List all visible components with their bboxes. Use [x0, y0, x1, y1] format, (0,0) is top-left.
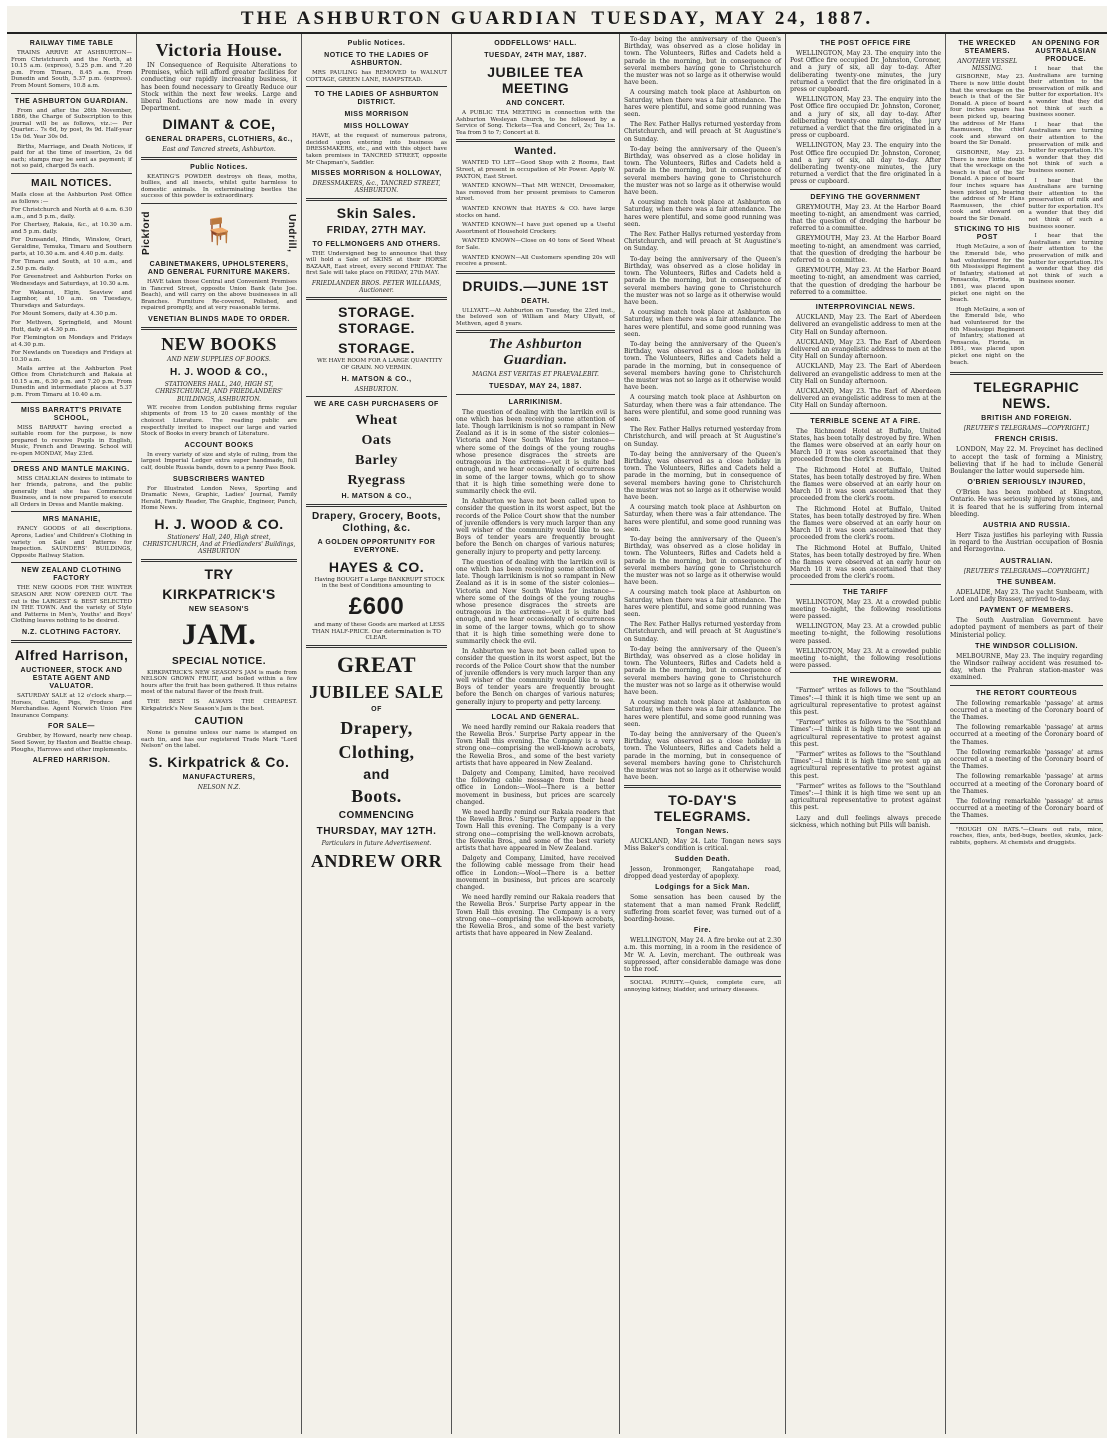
divider: [456, 394, 615, 395]
nzcf-heading: NEW ZEALAND CLOTHING FACTORY: [21, 567, 122, 583]
reuter-label-2: [REUTER'S TELEGRAMS—COPYRIGHT.]: [963, 567, 1090, 575]
larrikin-text-2: In Ashburton we have not been called upon to consider the question in its worst aspect, but the records of the Police Court show that the number of juvenile offenders is very much larger than any well wisher of the community would like to see. Boys of tender years are frequently brought before the Bench on charges of various natures; generally injury to property and petty larceny.: [456, 498, 615, 556]
news-text-14: To-day being the anniversary of the Queen's Birthday, was observed as a close holiday in town. The Volunteers, Rifles and Cadets held a parade in the morning, but in consequence of several members having gone to Christchurch the muster was not so large as it otherwise would have been.: [624, 536, 781, 587]
hayes-heading: HAYES & CO.: [328, 558, 425, 575]
ryegrass-label: Ryegrass: [347, 472, 406, 488]
defying-heading: DEFYING THE GOVERNMENT: [810, 193, 921, 201]
advert-text: SOCIAL PURITY.—Quick, complete cure, all annoying kidney, bladder, and urinary diseases.: [624, 980, 781, 993]
clothing-label: Clothing,: [338, 741, 415, 762]
obrien-text: O'Brien has been mobbed at Kingston, Ontario. He was seriously injured by stones, and it is feared that he is suffering from internal bleeding.: [950, 489, 1103, 518]
news-text-3: The Rev. Father Hallys returned yesterday from Christchurch, and will preach at St Augustine's on Sunday.: [624, 121, 781, 143]
terrible-text-2: The Richmond Hotel at Buffalo, United States, has been totally destroyed by fire. When the flames were observed at an early hour on March 10 it was soon ascertained that they proceeded from the clerk's room.: [790, 466, 941, 503]
news-text-2: A coursing match took place at Ashburton on Saturday, when there was a fair attendance. The hares were plentiful, and some good running was seen.: [624, 89, 781, 119]
sticking-text-2: Hugh McGuire, a son of the Emerald Isle, who had volunteered for the 6th Mississippi Regiment of Infantry, stationed at Pensacola, Florida, in 1861, was placed upon picket one night on the beach.: [950, 306, 1025, 366]
wireworm-text-3: "Farmer" writes as follows to the "Southland Times":—I think it is high time we sent up an agricultural representative to protest against this pest.: [790, 751, 941, 780]
interprov-text-4: AUCKLAND, May 23. The Earl of Aberdeen delivered an evangelistic address to men at the City Hall on Sunday afternoon.: [790, 387, 941, 410]
opening-text-3: I hear that the Australians are turning their attention to the preservation of milk and butter for exportation. It's a wonder that they did not think of such a business sooner.: [1028, 177, 1103, 230]
newbooks-sub: AND NEW SUPPLIES OF BOOKS.: [167, 355, 271, 363]
news-text-5: A coursing match took place at Ashburton on Saturday, when there was a fair attendance. The hares were plentiful, and some good running was seen.: [624, 199, 781, 228]
news-text-15: A coursing match took place at Ashburton on Saturday, when there was a fair attendance. The hares were plentiful, and some good running was seen.: [624, 589, 781, 619]
hayes-text-2: and many of these Goods are marked at LESS THAN HALF-PRICE. Our determination is TO CLEAR.: [312, 621, 445, 642]
tariff-heading: THE TARIFF: [842, 588, 889, 596]
account-heading: ACCOUNT BOOKS: [184, 441, 254, 449]
ladies-district: TO THE LADIES OF ASHBURTON DISTRICT.: [314, 91, 439, 107]
newbooks-heading: NEW BOOKS: [161, 333, 277, 354]
austria-heading: AUSTRIA AND RUSSIA.: [982, 521, 1071, 529]
guardian-text: From and after the 26th November, 1886, the Charge of Subscription to this journal will be as follows, viz.:— Per Quarter... 7s 6d, by post, 9s 9d. Half-year 15s 0d. Year 30s 0d.: [11, 107, 132, 140]
divider: [456, 709, 615, 710]
opening-column: [1029, 36, 1104, 369]
notices-text: Births, Marriage, and Death Notices, if paid for at the time of insertion, 2s 6d each; stamps may be sent as payment; if not so paid, charged 5s each.: [11, 143, 132, 170]
wheat-label: Wheat: [355, 412, 398, 428]
divider: [456, 271, 615, 274]
dimant-sub: GENERAL DRAPERS, CLOTHIERS, &c.,: [145, 136, 293, 144]
telegraphic-heading: TELEGRAPHIC NEWS.: [973, 379, 1080, 412]
misses-label: MISSES MORRISON & HOLLOWAY,: [311, 170, 442, 178]
mail-heading: MAIL NOTICES.: [31, 177, 112, 189]
jubilee-sale-label: JUBILEE SALE: [309, 681, 444, 702]
skirk-heading: S. Kirkpatrick & Co.: [148, 753, 290, 770]
pickford-label: Pickford: [141, 211, 152, 256]
cabinet-text: HAVE taken those Central and Convenient Premises in Tancred Street, opposite Union Bank (late Joe. Beach), and will carry on the above businesses in all Branches. Furniture Re-covered, Polished, and repaired promptly, and at very reasonable terms.: [141, 279, 297, 312]
of-label: OF: [371, 705, 382, 713]
wanted-item: WANTED KNOWN—Close on 40 tons of Seed Wheat for Sale.: [456, 238, 615, 251]
paulin-text: MRS PAULING has REMOVED to WALNUT COTTAGE, GREEN LANE, HAMPSTEAD.: [306, 70, 447, 83]
school-heading: MISS BARRATT'S PRIVATE SCHOOL,: [21, 406, 122, 422]
interprov-text: AUCKLAND, May 23. The Earl of Aberdeen delivered an evangelistic address to men at the City Hall on Sunday afternoon.: [790, 314, 941, 336]
wanted-heading: Wanted.: [514, 146, 557, 158]
concert-label: AND CONCERT.: [506, 100, 565, 107]
guardian-heading: THE ASHBURTON GUARDIAN.: [14, 97, 129, 105]
divider: [306, 198, 447, 201]
subscribers-text: For Illustrated London News, Sporting and Dramatic News, Graphic, Ladies' Journal, Family Herald, Family Reader, The Graphic, Engineer, Punch, Home News.: [141, 485, 297, 512]
golden-label: A GOLDEN OPPORTUNITY FOR EVERYONE.: [317, 538, 436, 554]
terrible-text: The Richmond Hotel at Buffalo, United States, has been totally destroyed by fire. When the flames were observed at an early hour on March 10 it was soon ascertained that they proceeded from the clerk's room.: [790, 427, 941, 464]
notice-ladies: NOTICE TO THE LADIES OF ASHBURTON.: [324, 52, 429, 67]
drapery-heading: Drapery, Grocery, Boots, Clothing, &c.: [312, 510, 441, 534]
drapery-label: Drapery,: [340, 717, 413, 738]
news-text-9: To-day being the anniversary of the Queen's Birthday, was observed as a close holiday in town. The Volunteers, Rifles and Cadets held a parade in the morning, but in consequence of several members having gone to Christchurch the muster was not so large as it otherwise would have been.: [624, 340, 781, 392]
divider: [790, 584, 941, 585]
fire-heading: Fire.: [693, 927, 712, 935]
terrible-text-3: The Richmond Hotel at Buffalo, United States, has been totally destroyed by fire. When the flames were observed at an early hour on March 10 it was soon ascertained that they proceeded from the clerk's room.: [790, 505, 941, 542]
divider: [950, 685, 1103, 686]
nzcf-text: THE NEW GOODS FOR THE WINTER SEASON ARE NOW OPENED OUT. The cut is the LARGEST & BEST SELECTED IN THE TOWN. And the variety of Style and Patterns in Men's, Youths' and Boys' Clothing leaves nothing to be desired.: [11, 585, 132, 625]
retort-text-4: The following remarkable 'passage' at arms occurred at a meeting of the Coronary board of the Thames.: [950, 773, 1103, 795]
tariff-text: WELLINGTON, May 23. At a crowded public meeting to-night, the following resolutions were passed.: [790, 598, 941, 620]
sticking-heading: STICKING TO HIS POST: [954, 226, 1021, 242]
divider: [306, 86, 447, 87]
druids-heading: DRUIDS.—JUNE 1ST: [462, 277, 609, 294]
try-label: TRY: [204, 565, 234, 582]
divider: [624, 976, 781, 977]
divider: [790, 299, 941, 300]
oddfellows-heading: ODDFELLOWS' HALL.: [494, 40, 577, 47]
victoria-heading: Victoria House.: [155, 40, 283, 60]
news-text-12: To-day being the anniversary of the Queen's Birthday, was observed as a close holiday in town. The Volunteers, Rifles and Cadets held a parade in the morning, but in consequence of several members having gone to Christchurch the muster was not so large as it otherwise would have been.: [624, 450, 781, 501]
wrecked-sub: ANOTHER VESSEL MISSING.: [957, 58, 1018, 73]
alfred-text: SATURDAY SALE at 12 o'clock sharp.—Horses, Cattle, Pigs, Produce and Merchandise. Agent Norwich Union Fire Insurance Company.: [11, 693, 132, 719]
divider: [141, 559, 297, 562]
mail-item: For Flemington on Mondays and Fridays at 4.30 p.m.: [11, 335, 132, 348]
commencing-label: COMMENCING: [338, 809, 415, 821]
mail-item: For Newlands on Tuesdays and Fridays at 10.30 a.m.: [11, 350, 132, 363]
obrien-heading: O'BRIEN SERIOUSLY INJURED,: [967, 479, 1086, 487]
best-text: THE BEST IS ALWAYS THE CHEAPEST. Kirkpatrick's New Season's Jam is the best.: [141, 698, 297, 712]
andrew-orr-label: ANDREW ORR: [310, 850, 443, 871]
divider: [790, 413, 941, 414]
sunbeam-text: ADELAIDE, May 23. The yacht Sunbeam, with Lord and Lady Brassey, arrived to-day.: [950, 588, 1103, 603]
local-text-2: Dalgety and Company, Limited, have received the following cable message from their head office in London:—Wool—There is a better movement in business, but prices are scarcely changed.: [456, 770, 615, 806]
guardian-date: TUESDAY, MAY 24, 1887.: [489, 382, 582, 390]
retort-text: The following remarkable 'passage' at arms occurred at a meeting of the Coronary board of the Thames.: [950, 699, 1103, 722]
divider: [306, 645, 447, 648]
manahie-text: FANCY GOODS of all descriptions. Aprons, Ladies' and Children's Clothing in variety on Sale and Patterns for Inspection. SAUNDERS' BUILDINGS, Opposite Railway Station.: [11, 526, 132, 559]
postoffice-heading: THE POST OFFICE FIRE: [820, 40, 911, 47]
barley-label: Barley: [355, 452, 398, 468]
terrible-heading: TERRIBLE SCENE AT A FIRE.: [810, 417, 921, 425]
sunbeam-heading: THE SUNBEAM.: [996, 578, 1057, 586]
oddfellows-date: TUESDAY, 24TH MAY, 1887.: [484, 52, 587, 59]
keating-text: KEATING'S POWDER destroys oh fleas, moths, bullies, and all insects, whilst quite harmless to domestic animals. In exterminating beetles the success of this powder is extraordinary.: [141, 173, 297, 200]
lodgings-heading: Lodgings for a Sick Man.: [655, 884, 750, 892]
dimant-address: East and Tancred streets, Ashburton.: [162, 146, 276, 154]
issue-date: TUESDAY, MAY 24, 1887.: [591, 8, 874, 29]
railway-text: TRAINS ARRIVE AT ASHBURTON—From Christchurch and the North, at 10.15 a.m. (express), 5.25 p.m. and 7.20 p.m. From Timaru, 8.45 a.m. From Dunedin and South, 5.37 p.m. (express). From Mount Somers, 10.8 a.m.: [11, 50, 132, 89]
subscribers-heading: SUBSCRIBERS WANTED: [172, 475, 266, 483]
hayes-text: Having BOUGHT a Large BANKRUPT STOCK in the best of Conditions amounting to: [314, 576, 445, 590]
special-heading: SPECIAL NOTICE.: [172, 655, 266, 667]
fell-heading: TO FELLMONGERS AND OTHERS.: [312, 240, 441, 248]
wanted-item: WANTED KNOWN—I have just opened up a Useful Assortment of Household Crockery.: [456, 222, 615, 235]
column-2: [137, 34, 302, 1434]
mail-item: For Chertsey, Rakaia, &c., at 10.30 a.m. and 5 p.m. daily.: [11, 222, 132, 235]
interprov-text-3: AUCKLAND, May 23. The Earl of Aberdeen delivered an evangelistic address to men at the City Hall on Sunday afternoon.: [790, 363, 941, 385]
larrikin-text: The question of dealing with the larrikin evil is one which has been receiving some attention of late. Though larrikinism is not so rampant in New Zealand as it is in some of the sister colonies—Victoria and New South Wales for instance—where some of the doings of the young roughs whose presence disgraces the streets are outrageous in the extreme—yet it is quite bad enough, and we hear occasionally of occurrences in some of the larger towns, which go to show that it is high time something were done to summarily check the evil.: [456, 408, 615, 495]
forsale-heading: FOR SALE—: [48, 723, 95, 731]
column-1: [7, 34, 137, 1434]
sticking-text: Hugh McGuire, a son of the Emerald Isle, who had volunteered for the 6th Mississippi Regiment of Infantry, stationed at Pensacola, Florida, in 1861, was placed upon picket one night on the beach.: [950, 244, 1025, 304]
news-text-17: To-day being the anniversary of the Queen's Birthday, was observed as a close holiday in town. The Volunteers, Rifles and Cadets held a parade in the morning, but in consequence of several members having gone to Christchurch the muster was not so large as it otherwise would have been.: [624, 645, 781, 697]
divider: [11, 461, 132, 462]
todays-telegrams-heading: TO-DAY'S TELEGRAMS.: [654, 791, 751, 824]
dimant-heading: DIMANT & COE,: [162, 116, 276, 133]
alfred-heading: Alfred Harrison,: [14, 647, 129, 663]
public-notices-heading: Public Notices.: [190, 163, 248, 171]
news-text-4: To-day being the anniversary of the Queen's Birthday, was observed as a close holiday in town. The Volunteers, Rifles and Cadets held a parade in the morning, but in consequence of several members having gone to Christchurch the muster was not so large as it otherwise would have been.: [624, 145, 781, 197]
opening-heading: AN OPENING FOR AUSTRALASIAN PRODUCE.: [1031, 40, 1100, 63]
divider: [950, 372, 1103, 375]
amount-label: £600: [348, 592, 405, 620]
divider: [306, 504, 447, 507]
forsale-text: Grubber, by Howard, nearly new cheap. Seed Sower, by Haxton and Beattie cheap. Ploughs, Harrows and other implements.: [11, 733, 132, 753]
hmatson-label-2: H. MATSON & CO.,: [341, 492, 412, 500]
death-text: ULLYATT.—At Ashburton on Tuesday, the 23rd inst., the beloved son of William and Mary Ullyatt, of Methven, aged 8 years.: [456, 307, 615, 327]
divider: [11, 93, 132, 94]
cabinet-heading: CABINETMAKERS, UPHOLSTERERS, AND GENERAL FURNITURE MAKERS.: [147, 261, 291, 277]
news-text-13: A coursing match took place at Ashburton on Saturday, when there was a fair attendance. The hares were plentiful, and some good running was seen.: [624, 504, 781, 533]
mail-item: For Greenstreet and Ashburton Forks on Wednesdays and Saturdays, at 10.30 a.m.: [11, 274, 132, 288]
post-text-2: WELLINGTON, May 23. The enquiry into the Post Office fire occupied Dr. Johnston, Coroner, and a jury of six, all day to-day. After deliberating twenty-one minutes, the jury returned a verdict that the fire originated in a press or cupboard.: [790, 96, 941, 140]
hjwood-heading: H. J. WOOD & CO.,: [170, 367, 268, 379]
column-5: [620, 34, 786, 1434]
defying-text: GREYMOUTH, May 23. At the Harbor Board meeting to-night, an amendment was carried, that the question of dredging the harbour be referred to a committee.: [790, 203, 941, 233]
retort-text-5: The following remarkable 'passage' at arms occurred at a meeting of the Coronary board of the Thames.: [950, 798, 1103, 820]
australian-heading: AUSTRALIAN.: [1000, 557, 1053, 565]
wanted-item: WANTED KNOWN—All Customers spending 20s will receive a present.: [456, 254, 615, 268]
reuter-label: [REUTER'S TELEGRAMS—COPYRIGHT.]: [963, 425, 1090, 433]
mh-text: HAVE, at the request of numerous patrons, decided upon entering into business as DRESSMAKERS, etc., and with this object have taken premises in TANCRED STREET, opposite Mr Chapman's, Saddler.: [306, 133, 447, 166]
railway-heading: RAILWAY TIME TABLE: [29, 40, 114, 47]
mail-item: Mails close at the Ashburton Post Office as follows :—: [11, 191, 132, 205]
divider: [11, 640, 132, 643]
friedlander-label: FRIEDLANDER BROS. PETER WILLIAMS, Auctioneer.: [311, 279, 442, 295]
divider: [790, 672, 941, 673]
divider: [624, 785, 781, 788]
divider: [141, 203, 297, 204]
column-6: [786, 34, 946, 1434]
payment-text: The South Australian Government have adopted payment of members as part of their Ministerial policy.: [950, 617, 1103, 639]
wireworm-text: "Farmer" writes as follows to the "Southland Times":—I think it is high time we sent up an agricultural representative to protest against this pest.: [790, 687, 941, 717]
post-text-3: WELLINGTON, May 23. The enquiry into the Post Office fire occupied Dr. Johnston, Coroner, and a jury of six, all day to-day. After deliberating twenty-one minutes, the jury returned a verdict that the fire originated in a press or cupboard.: [790, 142, 941, 186]
lodgings-text: Some sensation has been caused by the statement that a man named Frank Redcliff, suffering from scarlet fever, was turned out of a boarding-house.: [624, 894, 781, 923]
boots-label: Boots.: [351, 785, 402, 806]
divider: [11, 402, 132, 403]
books-text: WE receive from London publishing firms regular shipments of from 15 to 20 cases monthly of the choicest Literature. The reading public are respectfully invited to inspect our large and varied Stock of Books in every branch of Literature.: [141, 404, 297, 438]
caution-heading: CAUTION: [194, 716, 244, 728]
storage-heading: STORAGE. STORAGE.: [338, 304, 415, 337]
school-text: MISS BARRATT having erected a suitable room for the purpose, is now prepared to receive Pupils in English, Music, French and Drawing. School will re-open MONDAY, May 23rd.: [11, 424, 132, 457]
masthead: [7, 6, 1107, 34]
venetian-label: VENETIAN BLINDS MADE TO ORDER.: [148, 315, 290, 323]
retort-heading: THE RETORT COURTEOUS: [975, 689, 1078, 697]
alfred-signoff: ALFRED HARRISON.: [32, 757, 111, 765]
oats-label: Oats: [361, 432, 392, 448]
hjwood2-sub: Stationers' Hall, 240, High street, CHRISTCHURCH, And at Friedlanders' Buildings, ASHBURTON: [142, 533, 296, 556]
divider: [141, 157, 297, 160]
divider: [306, 297, 447, 300]
payment-heading: PAYMENT OF MEMBERS.: [979, 607, 1074, 615]
top-split: [950, 36, 1103, 369]
divider: [11, 173, 132, 174]
divider: [456, 139, 615, 142]
larrikin-text-3: The question of dealing with the larrikin evil is one which has been receiving some attention of late. Though larrikinism is not so rampant in New Zealand as it is in some of the sister colonies—Victoria and New South Wales for instance—where some of the doings of the young roughs whose presence disgraces the streets are outrageous in the extreme—yet it is quite bad enough, and we hear occasionally of occurrences in some of the larger towns, which go to show that it is high time something were done to summarily check the evil.: [456, 558, 615, 645]
account-text: In every variety of size and style of ruling, from the largest Imperial Ledger extra super handmade, full calf, double Russia bands, down to a penny Pass Book.: [141, 451, 297, 471]
divider: [11, 511, 132, 512]
manufacturers-label: MANUFACTURERS,: [182, 773, 256, 781]
larrikinism-heading: LARRIKINISM.: [508, 398, 563, 406]
lazy-text: Lazy and dull feelings always precede sickness, which nothing but Pills will banish.: [790, 814, 941, 829]
local-text-3: We need hardly remind our Rakaia readers that the Rewelia Bros.' Surprise Party appear in the Town Hall this evening. The Company is a very strong one—comprising the well-known acrobats, the Rewelia Bros., and some of the best variety artists that have appeared in New Zealand.: [456, 809, 615, 853]
column-7: [946, 34, 1107, 1434]
nelson-label: NELSON N.Z.: [197, 783, 241, 791]
defying-text-3: GREYMOUTH, May 23. At the Harbor Board meeting to-night, an amendment was carried, that the question of dredging the harbour be referred to a committee.: [790, 267, 941, 296]
newspaper-page: [7, 6, 1107, 1438]
skin-heading: Skin Sales.: [336, 204, 417, 221]
windsor-text: MELBOURNE, May 23. The inquiry regarding the Windsor railway accident was resumed to-day, when the Prahran station-master was examined.: [950, 652, 1103, 682]
interprov-heading: INTERPROVINCIAL NEWS.: [815, 304, 916, 312]
tariff-text-3: WELLINGTON, May 23. At a crowded public meeting to-night, the following resolutions were passed.: [790, 647, 941, 670]
and-label: and: [363, 765, 390, 782]
sudden-text: Jesson, Ironmonger, Rangatahape road, dropped dead yesterday of apoplexy.: [624, 865, 781, 881]
wrecked-column: [950, 36, 1025, 369]
news-text: To-day being the anniversary of the Queen's Birthday, was observed as a close holiday in town. The Volunteers, Rifles and Cadets held a parade in the morning, but in consequence of several members having gone to Christchurch the muster was not so large as it otherwise would have been.: [624, 36, 781, 87]
post-text: WELLINGTON, May 23. The enquiry into the Post Office fire occupied Dr. Johnston, Coroner, and a jury of six, all day to-day. After deliberating twenty-one minutes, the jury returned a verdict that the fire originated in a press or cupboard.: [790, 50, 941, 94]
terrible-text-4: The Richmond Hotel at Buffalo, United States, has been totally destroyed by fire. When the flames were observed at an early hour on March 10 it was soon ascertained that they proceeded from the clerk's room.: [790, 544, 941, 581]
pickford-undrill-ad: [141, 207, 297, 257]
defying-text-2: GREYMOUTH, May 23. At the Harbor Board meeting to-night, an amendment was carried, that the question of dredging the harbour be referred to a committee.: [790, 235, 941, 265]
mail-item: For Methven, Springfield, and Mount Hutt, daily at 4.30 p.m.: [11, 320, 132, 333]
hmatson-address: ASHBURTON.: [354, 385, 399, 393]
news-text-18: A coursing match took place at Ashburton on Saturday, when there was a fair attendance. The hares were plentiful, and some good running was seen.: [624, 699, 781, 728]
local-text: We need hardly remind our Rakaia readers that the Rewelia Bros.' Surprise Party appear in the Town Hall this evening. The Company is a very strong one—comprising the well-known acrobats, the Rewelia Bros., and some of the best variety artists that have appeared in New Zealand.: [456, 723, 615, 767]
divider: [456, 330, 615, 333]
divider: [950, 823, 1103, 824]
caution-text: None is genuine unless our name is stamped on each tin, and has our registered Trade Mark "Lord Nelson" on the label.: [141, 730, 297, 750]
local-text-4: Dalgety and Company, Limited, have received the following cable message from their head office in London:—Wool—There is a better movement in business, but prices are scarcely changed.: [456, 855, 615, 892]
mail-item: For Dunsandel, Hinds, Winslow, Orari, Geraldine, Temuka, Timaru and Southern parts, at 10.30 a.m. and 4.40 p.m. daily.: [11, 237, 132, 257]
mail-item: For Christchurch and North at 6 a.m. 6.30 a.m., and 5 p.m., daily.: [11, 207, 132, 220]
kirkpatrick-label: KIRKPATRICK'S: [162, 585, 276, 602]
austria-text: Herr Tisza justifies his parleying with Russia in regard to the Austrian occupation of Bosnia and Herzegovina.: [950, 531, 1103, 554]
column-4: [452, 34, 620, 1434]
guardian-leader-title: The Ashburton Guardian.: [488, 337, 583, 369]
tongan-text: AUCKLAND, May 24. Late Tongan news says Miss Baker's condition is critical.: [624, 837, 781, 852]
news-text-8: A coursing match took place at Ashburton on Saturday, when there was a fair attendance. The hares were plentiful, and some good running was seen.: [624, 309, 781, 338]
special-text: KIRKPATRICK'S NEW SEASON'S JAM is made from NELSON GROWN FRUIT, and boiled within a few hours after the fruit has been gathered. It thus retains most of the natural flavor of the fresh fruit.: [141, 669, 297, 696]
dress-heading: DRESS AND MANTLE MAKING.: [13, 465, 130, 473]
french-text: LONDON, May 22. M. Freycinet has declined to accept the task of forming a Ministry, believing that if he had to include General Boulanger the latter would supersede him.: [950, 446, 1103, 475]
column-3: [302, 34, 452, 1434]
undrill-label: Undrill,: [286, 213, 297, 253]
holloway-label: MISS HOLLOWAY: [343, 123, 410, 131]
news-text-11: The Rev. Father Hallys returned yesterday from Christchurch, and will preach at St Augustine's on Sunday.: [624, 426, 781, 448]
jubilee-text: A PUBLIC TEA MEETING in connection with the Ashburton Wesleyan Church, to be followed by a Service of Song. Tickets—Tea and Concert, 2s; Tea 1s. Tea from 5 to 7; Concert at 8.: [456, 110, 615, 136]
wrecked-heading: THE WRECKED STEAMERS.: [958, 40, 1017, 55]
alfred-sub: AUCTIONEER, STOCK AND ESTATE AGENT AND VALUATOR.: [20, 667, 123, 690]
skin-text: THE Undersigned beg to announce that they will hold a Sale of SKINS at their HORSE BAZAAR, East street, every second FRIDAY. The first Sale will take place on FRIDAY, 27th MAY.: [306, 250, 447, 277]
columns: [7, 34, 1107, 1434]
wanted-item: WANTED KNOWN—That MR WENCH, Dressmaker, has removed from her present premises to Cameron street.: [456, 183, 615, 203]
hmatson-label: H. MATSON & CO.,: [341, 375, 412, 383]
hjwood2-heading: H. J. WOOD & CO.: [154, 515, 284, 532]
public-notices-heading: Public Notices.: [347, 40, 406, 47]
factory-label: N.Z. CLOTHING FACTORY.: [22, 629, 121, 636]
wanted-item: WANTED TO LET—Good Shop with 2 Rooms, East Street, at present in occupation of Mr Power. Apply W. PAXTON, East Street.: [456, 160, 615, 180]
opening-text-4: I hear that the Australians are turning their attention to the preservation of milk and butter for exportation. It's a wonder that they did not think of such a business sooner.: [1028, 233, 1103, 286]
wireworm-text-2: "Farmer" writes as follows to the "Southland Times":—I think it is high time we sent up an agricultural representative to protest against this pest.: [790, 719, 941, 748]
news-text-6: The Rev. Father Hallys returned yesterday from Christchurch, and will preach at St Augustine's on Sunday.: [624, 231, 781, 253]
wrecked-text: GISBORNE, May 23. There is now little doubt that the wreckage on the beach is that of the Sir Donald. A piece of board four inches square has been picked up, bearing the address of Mr Hans Rasmussen, the chief cook and steward on board the Sir Donald.: [950, 74, 1025, 147]
wireworm-heading: THE WIREWORM.: [832, 677, 899, 685]
wrecked-text-2: GISBORNE, May 23. There is now little doubt that the wreckage on the beach is that of the Sir Donald. A piece of board four inches square has been picked up, bearing the address of Mr Hans Rasmussen, the chief cook and steward on board the Sir Donald.: [950, 149, 1025, 222]
mail-item: For Wakanui, Elgin, Seaview and Lagmhor, at 10 a.m. on Tuesdays, Thursdays and Saturdays.: [11, 289, 132, 309]
larrikin-text-4: In Ashburton we have not been called upon to consider the question in its worst aspect, but the records of the Police Court show that the number of juvenile offenders is very much larger than any well wisher of the community would like to see. Boys of tender years are frequently brought before the Bench on charges of various natures; generally injury to property and petty larceny.: [456, 648, 615, 706]
divider: [141, 327, 297, 330]
cash-purchasers: WE ARE CASH PURCHASERS OF: [314, 400, 439, 408]
storage-heading-2: STORAGE.: [338, 340, 415, 357]
interprov-text-2: AUCKLAND, May 23. The Earl of Aberdeen delivered an evangelistic address to men at the City Hall on Sunday afternoon.: [790, 338, 941, 361]
news-text-10: A coursing match took place at Ashburton on Saturday, when there was a fair attendance. The hares were plentiful, and some good running was seen.: [624, 394, 781, 423]
windsor-heading: THE WINDSOR COLLISION.: [975, 642, 1078, 650]
sudden-heading: Sudden Death.: [674, 855, 731, 863]
british-heading: BRITISH AND FOREIGN.: [981, 415, 1072, 423]
mail-list: [11, 192, 132, 364]
storage-text: WE HAVE ROOM FOR A LARGE QUANTITY OF GRAIN. NO VERMIN.: [316, 358, 443, 371]
particulars-label: Particulars in future Advertisement.: [321, 839, 432, 847]
great-label: GREAT: [336, 651, 417, 677]
news-text-16: The Rev. Father Hallys returned yesterday from Christchurch, and will preach at St Augustine's on Sunday.: [624, 621, 781, 643]
mail-item: For Timaru and South, at 10 a.m., and 2.50 p.m. daily.: [11, 259, 132, 272]
wanted-item: WANTED KNOWN that HAYES & CO. have large stocks on hand.: [456, 205, 615, 219]
mail-item: For Mount Somers, daily at 4.30 p.m.: [11, 311, 118, 318]
jubilee-tea-heading: JUBILEE TEA MEETING: [487, 64, 584, 96]
divider: [790, 189, 941, 190]
chair-icon: 🪑: [202, 217, 236, 247]
guardian-motto: MAGNA EST VERITAS ET PRAEVALEBIT.: [472, 371, 599, 379]
rough-text: "ROUGH ON RATS."—Clears out rats, mice, roaches, flies, ants, bed-bugs, beetles, skunks, jack-rabbits, gophers. At chemists and druggists.: [950, 826, 1103, 846]
manahie-heading: MRS MANAHIE,: [42, 516, 101, 524]
victoria-text: IN Consequence of Requisite Alterations to Premises, which will afford greater facilities for conducting our rapidly increasing business, it has been found necessary to Greatly Reduce our Stock within the next few weeks. Large and liberal Reductions are now made in every Department.: [141, 62, 297, 113]
divider: [306, 396, 447, 397]
wireworm-text-4: "Farmer" writes as follows to the "Southland Times":—I think it is high time we sent up an agricultural representative to protest against this pest.: [790, 782, 941, 812]
tariff-text-2: WELLINGTON, May 23. At a crowded public meeting to-night, the following resolutions were passed.: [790, 623, 941, 645]
local-heading: LOCAL AND GENERAL.: [491, 713, 580, 721]
paper-title: THE ASHBURTON GUARDIAN: [240, 8, 580, 29]
tongan-heading: Tongan News.: [676, 827, 729, 835]
hjwood-sub: STATIONERS HALL, 240, HIGH ST, CHRISTCHURCH, AND FRIEDLANDERS' BUILDINGS, ASHBURTON.: [155, 381, 283, 403]
misses-sub: DRESSMAKERS, &c., TANCRED STREET, ASHBURTON.: [312, 180, 441, 195]
retort-text-3: The following remarkable 'passage' at arms occurred at a meeting of the Coronary board of the Thames.: [950, 748, 1103, 771]
local-text-5: We need hardly remind our Rakaia readers that the Rewelia Bros.' Surprise Party appear in the Town Hall this evening. The Company is a very strong one—comprising the well-known acrobats, the Rewelia Bros., and some of the best variety artists that have appeared in New Zealand.: [456, 894, 615, 938]
mails-arrive-text: Mails arrive at the Ashburton Post Office from Christchurch and Rakaia at 10.15 a.m., 6.30 p.m. and 7.20 p.m. From Dunedin and intermediate places at 5.37 p.m. From Timaru at 10.40 a.m.: [11, 365, 132, 398]
newseason-label: NEW SEASON'S: [188, 605, 250, 613]
retort-text-2: The following remarkable 'passage' at arms occurred at a meeting of the Coronary board of the Thames.: [950, 724, 1103, 746]
jam-label: JAM.: [181, 617, 257, 651]
dress-text: MISS CHALKLAN desires to intimate to her friends, patrons, and the public generally that she has Commenced Business, and is now prepared to execute all Orders in Dress and Mantle making.: [11, 475, 132, 508]
french-heading: FRENCH CRISIS.: [994, 436, 1059, 444]
death-heading: DEATH.: [521, 297, 550, 305]
morrison-label: MISS MORRISON: [344, 111, 409, 119]
thursday-label: THURSDAY, MAY 12TH.: [316, 825, 437, 837]
news-text-19: To-day being the anniversary of the Queen's Birthday, was observed as a close holiday in town. The Volunteers, Rifles and Cadets held a parade in the morning, but in consequence of several members having gone to Christchurch the muster was not so large as it otherwise would have been.: [624, 731, 781, 782]
skin-date: FRIDAY, 27TH MAY.: [326, 224, 427, 236]
opening-text: I hear that the Australians are turning their attention to the preservation of milk and butter for exportation. It's a wonder that they did not think of such a business sooner.: [1028, 66, 1103, 119]
fire-text: WELLINGTON, May 24. A fire broke out at 2.30 a.m. this morning, in a room in the residence of Mr W. A. Levin, merchant. The outbreak was suppressed, after considerable damage was done to the roof.: [624, 937, 781, 973]
news-text-7: To-day being the anniversary of the Queen's Birthday, was observed as a close holiday in town. The Volunteers, Rifles and Cadets held a parade in the morning, but in consequence of several members having gone to Christchurch the muster was not so large as it otherwise would have been.: [624, 255, 781, 306]
divider: [11, 562, 132, 563]
opening-text-2: I hear that the Australians are turning their attention to the preservation of milk and butter for exportation. It's a wonder that they did not think of such a business sooner.: [1028, 121, 1103, 174]
